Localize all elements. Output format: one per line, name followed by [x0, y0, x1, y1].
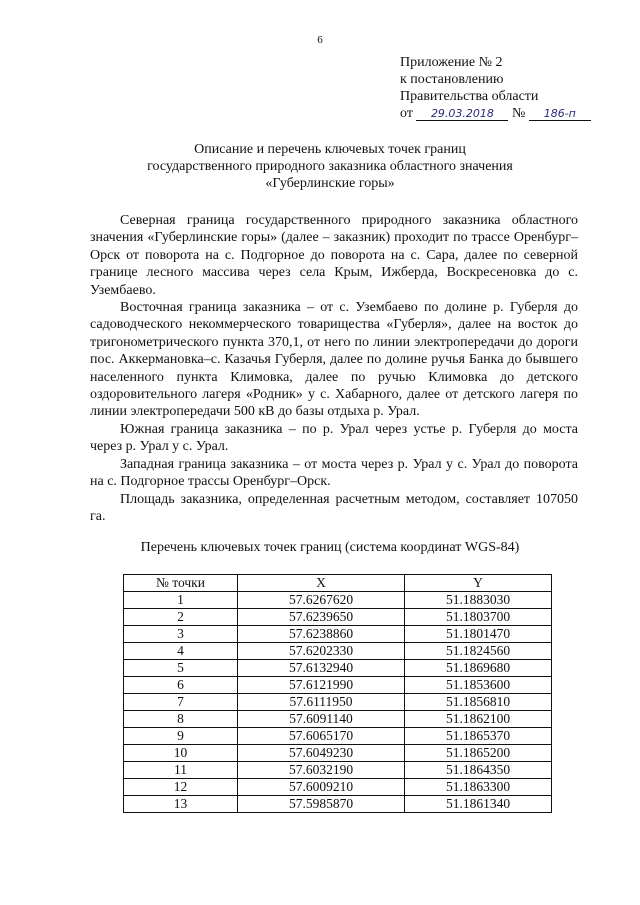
x-cell: 57.6239650: [238, 609, 405, 626]
x-cell: 57.6091140: [238, 711, 405, 728]
y-cell: 51.1803700: [405, 609, 552, 626]
x-cell: 57.6009210: [238, 779, 405, 796]
point-number-cell: 1: [124, 592, 238, 609]
y-cell: 51.1883030: [405, 592, 552, 609]
y-cell: 51.1865200: [405, 745, 552, 762]
point-number-cell: 10: [124, 745, 238, 762]
x-cell: 57.6132940: [238, 660, 405, 677]
table-row: [124, 592, 552, 609]
point-number-cell: 6: [124, 677, 238, 694]
y-cell: 51.1864350: [405, 762, 552, 779]
paragraph-east-border: Восточная граница заказника – от с. Узембаево по долине р. Губерля до садоводческого некоммерческого товарищества «Губерля», далее на восток до тригонометрического пункта 370,1, от него по линии электропередачи до дороги пос. Аккермановка–с. Казачья Губерля, далее по долине ручья Банка до бывшего населенного пункта Климовка, далее по ручью Климовка до детского оздоровительного лагеря «Родник» у с. Хабарного, далее от детского лагеря по линии электропередачи 500 кВ до базы отдыха р. Урал.: [90, 300, 578, 420]
y-cell: 51.1869680: [405, 660, 552, 677]
table-row: [124, 796, 552, 813]
table-header-row: [124, 575, 552, 592]
y-cell: 51.1865370: [405, 728, 552, 745]
date-prefix: от: [400, 106, 413, 121]
description-body: [90, 212, 578, 525]
y-cell: 51.1861340: [405, 796, 552, 813]
title-line-1: Описание и перечень ключевых точек границ: [194, 142, 466, 157]
table-row: [124, 745, 552, 762]
table-caption: Перечень ключевых точек границ (система координат WGS-84): [140, 540, 520, 555]
number-prefix: №: [511, 106, 526, 121]
x-cell: 57.5985870: [238, 796, 405, 813]
appendix-date-line: [400, 105, 610, 122]
paragraph-west-border: Западная граница заказника – от моста через р. Урал у с. Урал до поворота на с. Подгорное трассы Оренбург–Орск.: [90, 456, 578, 490]
table-row: [124, 728, 552, 745]
y-cell: 51.1862100: [405, 711, 552, 728]
table-row: [124, 762, 552, 779]
x-cell: 57.6111950: [238, 694, 405, 711]
key-points-table: [123, 574, 552, 813]
appendix-header: [400, 54, 610, 122]
handwritten-number: 186-п: [529, 107, 591, 121]
y-cell: 51.1801470: [405, 626, 552, 643]
handwritten-date: 29.03.2018: [416, 107, 508, 121]
paragraph-north-border: Северная граница государственного природного заказника областного значения «Губерлинские горы» (далее – заказник) проходит по трассе Оренбург–Орск от поворота на с. Подгорное до поворота на с. Сара, далее по северной границе лесного массива через села Крым, Ижберда, Воскресеновка до с. Узембаево.: [90, 213, 578, 298]
table-row: [124, 677, 552, 694]
x-cell: 57.6121990: [238, 677, 405, 694]
point-number-cell: 8: [124, 711, 238, 728]
x-cell: 57.6049230: [238, 745, 405, 762]
table-row: [124, 779, 552, 796]
header-y: Y: [405, 575, 552, 592]
title-line-2: государственного природного заказника областного значения: [147, 159, 513, 174]
x-cell: 57.6032190: [238, 762, 405, 779]
point-number-cell: 13: [124, 796, 238, 813]
paragraph-area: Площадь заказника, определенная расчетным методом, составляет 107050 га.: [90, 491, 578, 524]
appendix-line-1: Приложение № 2: [400, 55, 503, 70]
x-cell: 57.6202330: [238, 643, 405, 660]
table-row: [124, 660, 552, 677]
point-number-cell: 4: [124, 643, 238, 660]
point-number-cell: 5: [124, 660, 238, 677]
table-row: [124, 694, 552, 711]
page-number: 6: [317, 34, 323, 46]
title-line-3: «Губерлинские горы»: [265, 176, 395, 191]
x-cell: 57.6238860: [238, 626, 405, 643]
table-row: [124, 643, 552, 660]
point-number-cell: 2: [124, 609, 238, 626]
header-point-number: № точки: [124, 575, 238, 592]
table-row: [124, 711, 552, 728]
y-cell: 51.1863300: [405, 779, 552, 796]
header-x: X: [238, 575, 405, 592]
point-number-cell: 11: [124, 762, 238, 779]
table-row: [124, 626, 552, 643]
point-number-cell: 9: [124, 728, 238, 745]
point-number-cell: 12: [124, 779, 238, 796]
point-number-cell: 3: [124, 626, 238, 643]
y-cell: 51.1853600: [405, 677, 552, 694]
appendix-line-2: к постановлению: [400, 72, 504, 87]
x-cell: 57.6267620: [238, 592, 405, 609]
x-cell: 57.6065170: [238, 728, 405, 745]
document-title: [80, 141, 580, 192]
point-number-cell: 7: [124, 694, 238, 711]
y-cell: 51.1824560: [405, 643, 552, 660]
y-cell: 51.1856810: [405, 694, 552, 711]
appendix-line-3: Правительства области: [400, 89, 539, 104]
paragraph-south-border: Южная граница заказника – по р. Урал через устье р. Губерля до моста через р. Урал у с. Урал.: [90, 421, 578, 455]
table-row: [124, 609, 552, 626]
